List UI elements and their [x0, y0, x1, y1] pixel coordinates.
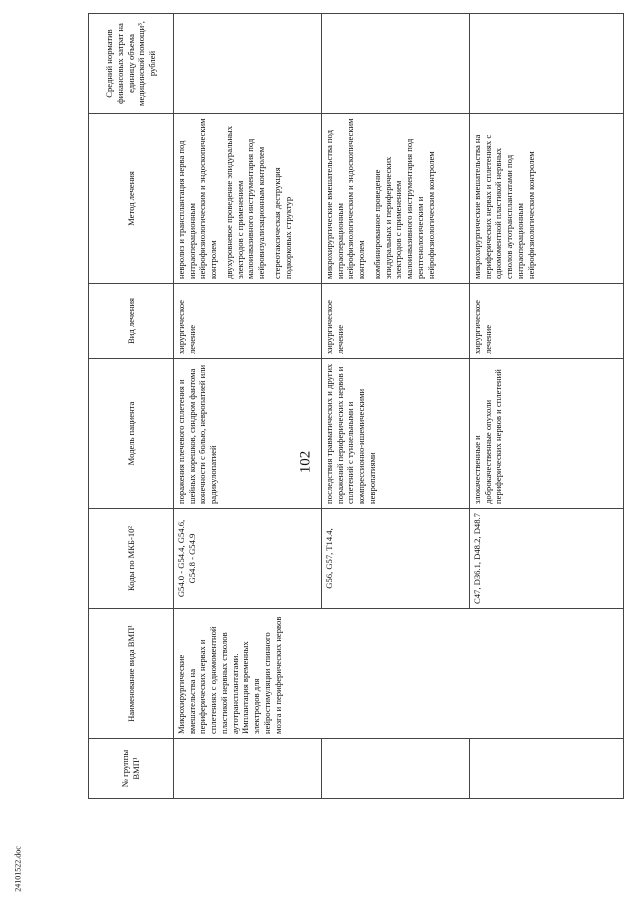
- cell-patient-model: злокачественные и доброкачественные опухоли периферических нервов и сплетений: [470, 359, 624, 509]
- method-item: микрохирургические вмешательства под интраоперационным нейрофизиологическим и эндоскопическим контролем: [324, 118, 367, 279]
- cell-group-no: [470, 739, 624, 799]
- cell-patient-model: поражения плечевого сплетения и шейных корешков, синдром фантома конечности с болью, невропатией или радикулопатией: [174, 359, 322, 509]
- cell-treatment-type: хирургическое лечение: [470, 284, 624, 359]
- header-name: Наименование вида ВМП¹: [89, 609, 174, 739]
- cell-treatment-type: хирургическое лечение: [322, 284, 470, 359]
- header-cost: Средний норматив финансовых затрат на единицу объема медицинской помощи³, рублей: [89, 14, 174, 114]
- cell-name: Микрохирургические вмешательства на периферических нервах и сплетениях с одномоментной пластикой нервных стволов аутотрансплантатами. Имплантация временных электродов для нейростимуляции спинного мозга и периферических нервов: [174, 609, 624, 739]
- cell-codes: G54.0 - G54.4, G54.6, G54.8 - G54.9: [174, 509, 322, 609]
- header-codes: Коды по МКБ-10²: [89, 509, 174, 609]
- table-row: [174, 14, 322, 799]
- cell-cost: [174, 14, 322, 114]
- page-number: 102: [297, 450, 314, 474]
- table-header-row: [89, 14, 174, 799]
- cell-group-no: [322, 739, 470, 799]
- method-item: стереотаксическая деструкция подкорковых структур: [271, 167, 293, 279]
- method-item: невролиз и трансплантация нерва под интраоперационным нейрофизиологическим и эндоскопическим контролем: [176, 118, 219, 279]
- document-code: 24101522.doc: [13, 846, 23, 892]
- header-group-no: № группы ВМП¹: [89, 739, 174, 799]
- header-method: Метод лечения: [89, 114, 174, 284]
- method-item: микрохирургические вмешательства на периферических нервах и сплетениях с одномоментной пластикой нервных стволов аутотрансплантатами под интраоперационным нейрофизиологическим контролем: [472, 134, 536, 279]
- method-item: двухуровневое проведение эпидуральных электродов с применением малоинвазивного инструментария под нейровизуализационным контролем: [223, 126, 267, 279]
- cell-codes: G56, G57, T14.4,: [322, 509, 470, 609]
- cell-cost: [470, 14, 624, 114]
- header-treatment-type: Вид лечения: [89, 284, 174, 359]
- method-item: комбинированное проведение эпидуральных и периферических электродов с применением малоинвазивного инструментария под рентгенологическим и нейрофизиологическим контролем: [371, 138, 436, 279]
- cell-codes: C47, D36.1, D48.2, D48.7: [470, 509, 624, 609]
- cell-method: [322, 114, 470, 284]
- procedures-table: [88, 13, 624, 799]
- cell-treatment-type: хирургическое лечение: [174, 284, 322, 359]
- cell-group-no: [174, 739, 322, 799]
- header-patient-model: Модель пациента: [89, 359, 174, 509]
- cell-method: [470, 114, 624, 284]
- procedures-table-rotated: [88, 14, 624, 799]
- cell-cost: [322, 14, 470, 114]
- cell-method: [174, 114, 322, 284]
- cell-patient-model: последствия травматических и других поражений периферических нервов и сплетений с туннельными и компрессионно-ишемическими невропатиями: [322, 359, 470, 509]
